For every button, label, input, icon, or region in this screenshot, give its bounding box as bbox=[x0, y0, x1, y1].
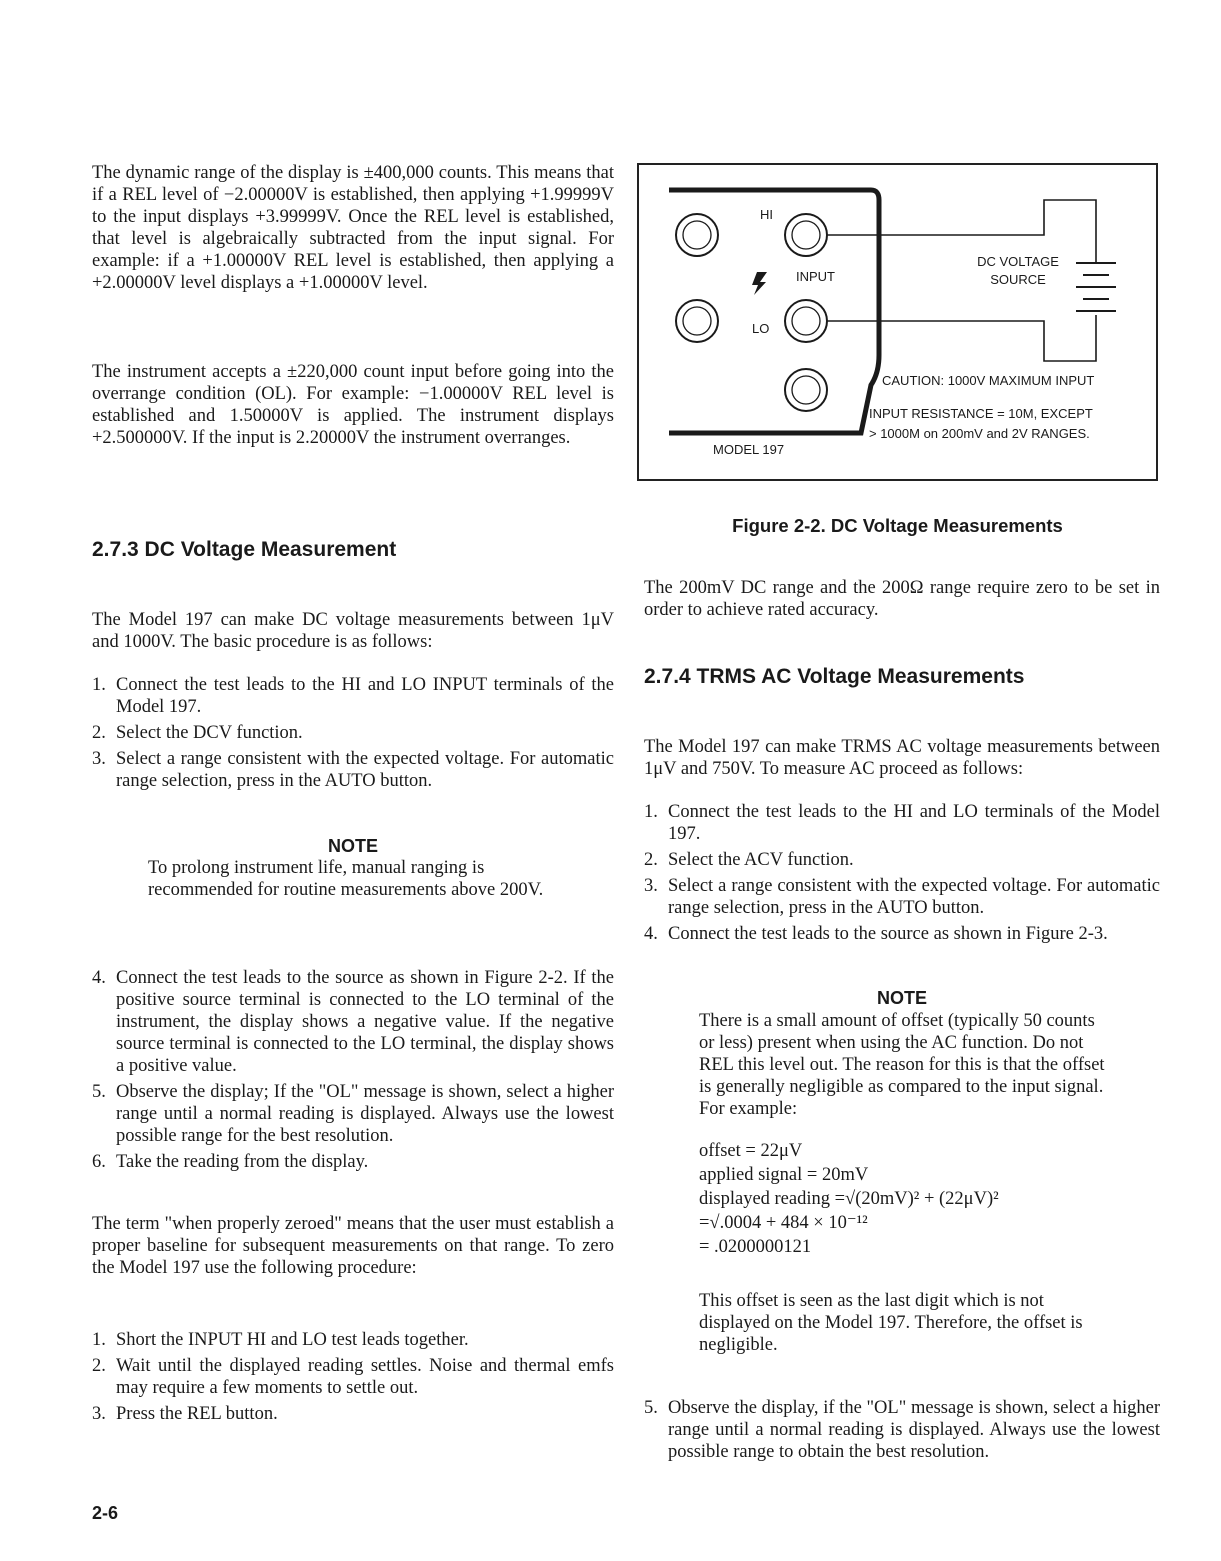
label-lo: LO bbox=[752, 321, 770, 336]
note-text-acv-2: This offset is seen as the last digit which is not displayed on the Model 197. Therefore, the offset is negligible. bbox=[699, 1291, 1083, 1355]
list-item bbox=[92, 748, 614, 792]
list-item bbox=[644, 1397, 1160, 1463]
label-resistance-line2: > 1000M on 200mV and 2V RANGES. bbox=[869, 426, 1090, 441]
zero-steps bbox=[92, 1329, 614, 1429]
label-source-line2: SOURCE bbox=[990, 272, 1046, 287]
step-text: Observe the display; If the "OL" message is shown, select a higher range until a normal reading is displayed. Always use the lowest possible range for the best resolution. bbox=[116, 1082, 614, 1146]
step-number: 2. bbox=[644, 850, 658, 870]
intro-paragraph-1: The dynamic range of the display is ±400,000 counts. This means that if a REL level of −2.00000V is established, then applying +1.99999V to the input displays +3.99999V. Once the REL level is established, that level is algebraically subtracted from the input signal. For example: if a +1.00000V REL level is established, then applying a +2.00000V level displays a +1.00000V level. bbox=[92, 163, 614, 293]
step-text: Connect the test leads to the source as shown in Figure 2-3. bbox=[668, 924, 1108, 944]
list-item bbox=[92, 1151, 614, 1173]
note-text-acv: There is a small amount of offset (typically 50 counts or less) present when using the AC function. Do not REL this level out. The reason for this is that the offset is generally negligible as compared to the input signal. For example: bbox=[699, 1011, 1105, 1119]
terminal-lo-left bbox=[676, 300, 718, 342]
formula-line: offset = 22μV bbox=[699, 1141, 803, 1161]
label-input: INPUT bbox=[796, 269, 835, 284]
label-resistance-line1: INPUT RESISTANCE = 10M, EXCEPT bbox=[869, 406, 1093, 421]
step-text: Short the INPUT HI and LO test leads together. bbox=[116, 1330, 469, 1350]
list-item bbox=[92, 1403, 614, 1425]
note-heading-acv: NOTE bbox=[876, 988, 927, 1008]
hazard-icon bbox=[752, 272, 767, 295]
note-heading-dcv: NOTE bbox=[327, 836, 378, 856]
zero-note-paragraph: The 200mV DC range and the 200Ω range require zero to be set in order to achieve rated accuracy. bbox=[644, 578, 1160, 620]
step-number: 5. bbox=[92, 1082, 106, 1102]
formula-line: = .0200000121 bbox=[699, 1237, 812, 1257]
list-item bbox=[644, 923, 1160, 945]
list-item bbox=[644, 849, 1160, 871]
offset-formula bbox=[699, 1139, 1109, 1259]
terminal-hi-right bbox=[785, 214, 827, 256]
list-item bbox=[644, 875, 1160, 919]
step-text: Select the ACV function. bbox=[668, 850, 854, 870]
section-heading-dcv: 2.7.3 DC Voltage Measurement bbox=[92, 538, 397, 561]
acv-steps-b bbox=[644, 1397, 1160, 1467]
step-text: Observe the display, if the "OL" message is shown, select a higher range until a normal reading is displayed. Always use the lowest possible range to obtain the best resolution. bbox=[668, 1398, 1160, 1462]
label-caution: CAUTION: 1000V MAXIMUM INPUT bbox=[882, 373, 1095, 388]
section-heading-acv: 2.7.4 TRMS AC Voltage Measurements bbox=[644, 665, 1025, 688]
terminal-amps bbox=[785, 369, 827, 411]
formula-line: =√.0004 + 484 × 10⁻¹² bbox=[699, 1213, 868, 1233]
dcv-intro-paragraph: The Model 197 can make DC voltage measurements between 1μV and 1000V. The basic procedure is as follows: bbox=[92, 610, 614, 652]
step-text: Connect the test leads to the source as shown in Figure 2-2. If the positive source terminal is connected to the LO terminal of the instrument, the display shows a negative value. If the negative source terminal is connected to the LO terminal, the display shows a positive value. bbox=[116, 968, 614, 1076]
dc-voltage-schematic bbox=[639, 165, 1160, 483]
step-text: Take the reading from the display. bbox=[116, 1152, 369, 1172]
list-item bbox=[92, 1329, 614, 1351]
list-item bbox=[92, 722, 614, 744]
battery-icon bbox=[1076, 263, 1116, 311]
step-text: Select the DCV function. bbox=[116, 723, 303, 743]
figure-dc-voltage-diagram bbox=[637, 163, 1158, 481]
step-number: 5. bbox=[644, 1398, 658, 1418]
list-item bbox=[92, 1355, 614, 1399]
step-text: Connect the test leads to the HI and LO terminals of the Model 197. bbox=[668, 802, 1160, 844]
dcv-steps-b bbox=[92, 967, 614, 1177]
label-hi: HI bbox=[760, 207, 773, 222]
intro-paragraph-2: The instrument accepts a ±220,000 count input before going into the overrange condition (OL). For example: −1.00000V REL level is established and 1.50000V is applied. The instrument displays +2.500000V. If the input is 2.20000V the instrument overranges. bbox=[92, 362, 614, 448]
step-text: Connect the test leads to the HI and LO INPUT terminals of the Model 197. bbox=[116, 675, 614, 717]
step-number: 6. bbox=[92, 1152, 106, 1172]
dcv-steps-a bbox=[92, 674, 614, 796]
step-number: 4. bbox=[644, 924, 658, 944]
formula-line: displayed reading =√(20mV)² + (22μV)² bbox=[699, 1189, 999, 1209]
instrument-outline bbox=[669, 190, 879, 433]
label-source-line1: DC VOLTAGE bbox=[977, 254, 1059, 269]
acv-intro-paragraph: The Model 197 can make TRMS AC voltage measurements between 1μV and 750V. To measure AC proceed as follows: bbox=[644, 737, 1160, 779]
list-item bbox=[644, 801, 1160, 845]
list-item bbox=[92, 1081, 614, 1147]
list-item bbox=[92, 674, 614, 718]
step-number: 3. bbox=[92, 1404, 106, 1424]
page-number: 2-6 bbox=[92, 1503, 119, 1523]
note-text-dcv: To prolong instrument life, manual ranging is recommended for routine measurements above 200V. bbox=[148, 858, 544, 900]
terminal-hi-left bbox=[676, 214, 718, 256]
lead-lo bbox=[827, 315, 1096, 361]
step-number: 3. bbox=[92, 749, 106, 769]
step-number: 1. bbox=[92, 1330, 106, 1350]
step-number: 4. bbox=[92, 968, 106, 988]
list-item bbox=[92, 967, 614, 1077]
step-text: Select a range consistent with the expected voltage. For automatic range selection, press in the AUTO button. bbox=[116, 749, 614, 791]
step-number: 2. bbox=[92, 723, 106, 743]
step-text: Select a range consistent with the expected voltage. For automatic range selection, press in the AUTO button. bbox=[668, 876, 1160, 918]
step-text: Press the REL button. bbox=[116, 1404, 278, 1424]
acv-steps-a bbox=[644, 801, 1160, 949]
step-number: 3. bbox=[644, 876, 658, 896]
terminal-lo-right bbox=[785, 300, 827, 342]
step-number: 2. bbox=[92, 1356, 106, 1376]
figure-caption: Figure 2-2. DC Voltage Measurements bbox=[732, 515, 1063, 536]
label-model: MODEL 197 bbox=[713, 442, 785, 457]
step-text: Wait until the displayed reading settles. Noise and thermal emfs may require a few moments to settle out. bbox=[116, 1356, 614, 1398]
zero-paragraph: The term "when properly zeroed" means that the user must establish a proper baseline for subsequent measurements on that range. To zero the Model 197 use the following procedure: bbox=[92, 1214, 614, 1278]
formula-line: applied signal = 20mV bbox=[699, 1165, 869, 1185]
step-number: 1. bbox=[92, 675, 106, 695]
step-number: 1. bbox=[644, 802, 658, 822]
